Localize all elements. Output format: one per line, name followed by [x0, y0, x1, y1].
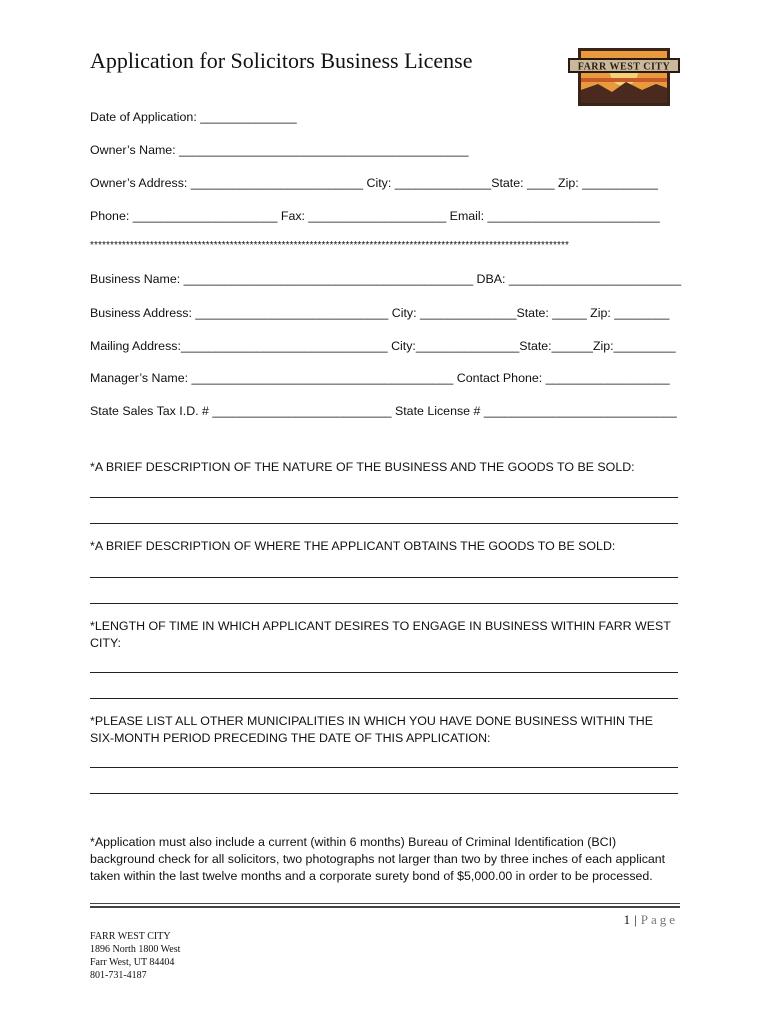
owner-name-field[interactable]: Owner’s Name: __________________________________________	[90, 143, 469, 157]
business-address-field[interactable]: Business Address: ____________________________ City: ______________State: _____ Zip: ________	[90, 306, 670, 320]
answer-line[interactable]	[90, 793, 678, 794]
farr-west-city-logo	[568, 48, 680, 106]
phone-fax-email-field[interactable]: Phone: _____________________ Fax: ____________________ Email: _________________________	[90, 209, 660, 223]
city-name: FARR WEST CITY	[90, 931, 171, 942]
question-length-of-time: *LENGTH OF TIME IN WHICH APPLICANT DESIRES TO ENGAGE IN BUSINESS WITHIN FARR WEST CITY:	[90, 619, 671, 650]
footer-divider	[90, 903, 680, 904]
business-name-field[interactable]: Business Name: __________________________________________ DBA: _________________________	[90, 272, 682, 286]
answer-line[interactable]	[90, 698, 678, 699]
page-title: Application for Solicitors Business License	[90, 48, 473, 73]
city-address-block	[90, 930, 180, 982]
question-other-municipalities: *PLEASE LIST ALL OTHER MUNICIPALITIES IN WHICH YOU HAVE DONE BUSINESS WITHIN THE SIX-MONTH PERIOD PRECEDING THE DATE OF THIS APPLICATION:	[90, 714, 653, 745]
mailing-address-field[interactable]: Mailing Address:______________________________ City:_______________State:______Zip:_________	[90, 339, 676, 353]
section-separator: ************************************************************************************************************************	[90, 240, 569, 251]
manager-name-field[interactable]: Manager’s Name: ______________________________________ Contact Phone: __________________	[90, 371, 670, 385]
page-number-value: 1	[623, 912, 631, 927]
svg-text:FARR WEST CITY: FARR WEST CITY	[577, 61, 671, 73]
city-phone: 801-731-4187	[90, 970, 147, 981]
question-goods-source: *A BRIEF DESCRIPTION OF WHERE THE APPLICANT OBTAINS THE GOODS TO BE SOLD:	[90, 539, 616, 553]
page-label: Page	[640, 912, 678, 927]
answer-line[interactable]	[90, 523, 678, 524]
sales-tax-license-field[interactable]: State Sales Tax I.D. # __________________________ State License # ____________________________	[90, 404, 677, 418]
answer-line[interactable]	[90, 603, 678, 604]
owner-address-field[interactable]: Owner’s Address: _________________________ City: ______________State: ____ Zip: ___________	[90, 176, 658, 190]
answer-line[interactable]	[90, 767, 678, 768]
application-requirements-note: *Application must also include a current (within 6 months) Bureau of Criminal Identification (BCI) background check for all solicitors, two photographs not larger than two by three inches of each applicant taken within the last twelve months and a corporate surety bond of $5,000.00 in order to be processed.	[90, 835, 666, 883]
footer-divider	[90, 906, 680, 908]
city-street: 1896 North 1800 West	[90, 944, 181, 955]
question-business-nature: *A BRIEF DESCRIPTION OF THE NATURE OF THE BUSINESS AND THE GOODS TO BE SOLD:	[90, 460, 635, 474]
page-number	[624, 912, 678, 928]
page-number-separator: |	[634, 912, 637, 927]
answer-line[interactable]	[90, 497, 678, 498]
answer-line[interactable]	[90, 672, 678, 673]
answer-line[interactable]	[90, 577, 678, 578]
date-of-application-field[interactable]: Date of Application: ______________	[90, 110, 297, 124]
city-locality: Farr West, UT 84404	[90, 957, 175, 968]
